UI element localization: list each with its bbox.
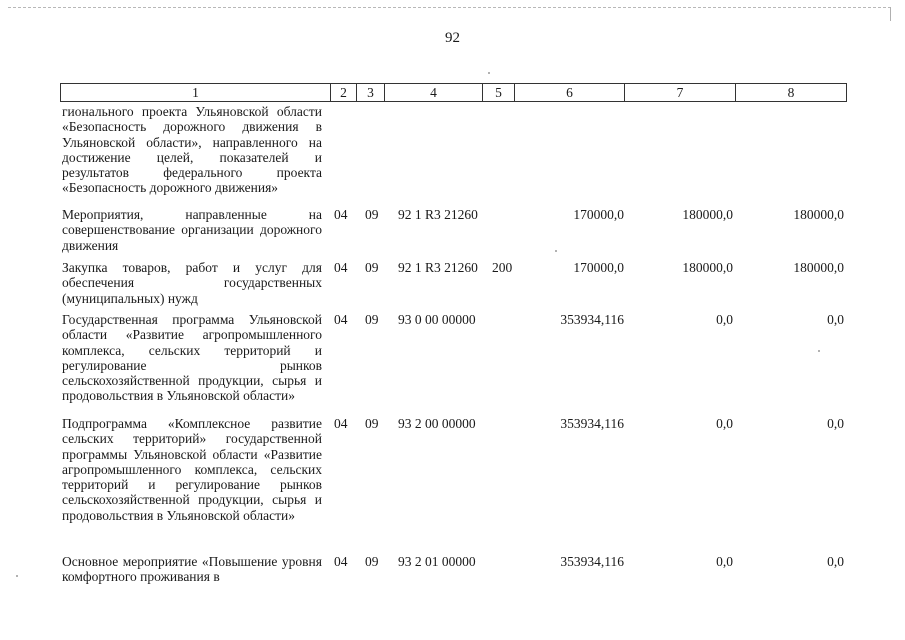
column-header-4: 4 (385, 84, 483, 102)
page-number: 92 (445, 30, 460, 46)
scan-edge-top (8, 7, 891, 8)
row-amount-col6: 170000,0 (573, 260, 624, 275)
row-amount-col8: 180000,0 (793, 207, 844, 222)
row-code-target: 92 1 R3 21260 (398, 260, 478, 275)
scan-speck (16, 575, 18, 577)
row-amount-col7: 0,0 (716, 416, 733, 431)
row-amount-col7: 0,0 (716, 312, 733, 327)
row-amount-col6: 170000,0 (573, 207, 624, 222)
row-amount-col7: 180000,0 (682, 260, 733, 275)
scan-speck (818, 350, 820, 352)
row-code-section: 04 (334, 554, 348, 569)
scan-speck (555, 250, 557, 252)
column-header-7: 7 (625, 84, 736, 102)
row-amount-col6: 353934,116 (560, 312, 624, 327)
row-code-section: 04 (334, 260, 348, 275)
row-code-subsection: 09 (365, 416, 379, 431)
row-amount-col8: 180000,0 (793, 260, 844, 275)
row-code-section: 04 (334, 207, 348, 222)
column-header-8: 8 (736, 84, 847, 102)
row-code-target: 93 2 00 00000 (398, 416, 476, 431)
column-header-6: 6 (515, 84, 625, 102)
row-amount-col8: 0,0 (827, 416, 844, 431)
column-header-1: 1 (61, 84, 331, 102)
row-amount-col6: 353934,116 (560, 554, 624, 569)
scan-speck (488, 72, 490, 74)
row-amount-col8: 0,0 (827, 554, 844, 569)
column-header-row (60, 83, 847, 102)
row-amount-col7: 0,0 (716, 554, 733, 569)
row-code-subsection: 09 (365, 554, 379, 569)
row-code-target: 92 1 R3 21260 (398, 207, 478, 222)
row-code-subsection: 09 (365, 312, 379, 327)
row-code-target: 93 0 00 00000 (398, 312, 476, 327)
row-description: Закупка товаров, работ и услуг для обеспечения государственных (муниципальных) нужд (62, 260, 322, 306)
row-code-expense-type: 200 (492, 260, 513, 275)
row-code-section: 04 (334, 312, 348, 327)
row-code-section: 04 (334, 416, 348, 431)
row-description: Основное мероприятие «Повышение уровня комфортного проживания в (62, 554, 322, 585)
row-code-target: 93 2 01 00000 (398, 554, 476, 569)
row-description: Подпрограмма «Комплексное развитие сельских территорий» государственной программы Ульяновской области «Развитие агропромышленного комплекса, сельских территорий и регулирование рынков сельскохозяйственной продукции, сырья и продовольствия в Ульяновской области» (62, 416, 322, 523)
row-code-subsection: 09 (365, 207, 379, 222)
scan-edge-right (890, 7, 891, 21)
column-header-2: 2 (331, 84, 357, 102)
row-amount-col6: 353934,116 (560, 416, 624, 431)
row-amount-col8: 0,0 (827, 312, 844, 327)
row-description: Государственная программа Ульяновской области «Развитие агропромышленного комплекса, сельских территорий и регулирование рынков сельскохозяйственной продукции, сырья и продовольствия в Ульяновской области» (62, 312, 322, 404)
column-header-3: 3 (357, 84, 385, 102)
row-description: гионального проекта Ульяновской области «Безопасность дорожного движения в Ульяновской области», направленного на достижение целей, показателей и результатов федерального проекта «Безопасность дорожного движения» (62, 104, 322, 196)
column-header-5: 5 (483, 84, 515, 102)
row-amount-col7: 180000,0 (682, 207, 733, 222)
row-code-subsection: 09 (365, 260, 379, 275)
row-description: Мероприятия, направленные на совершенствование организации дорожного движения (62, 207, 322, 253)
